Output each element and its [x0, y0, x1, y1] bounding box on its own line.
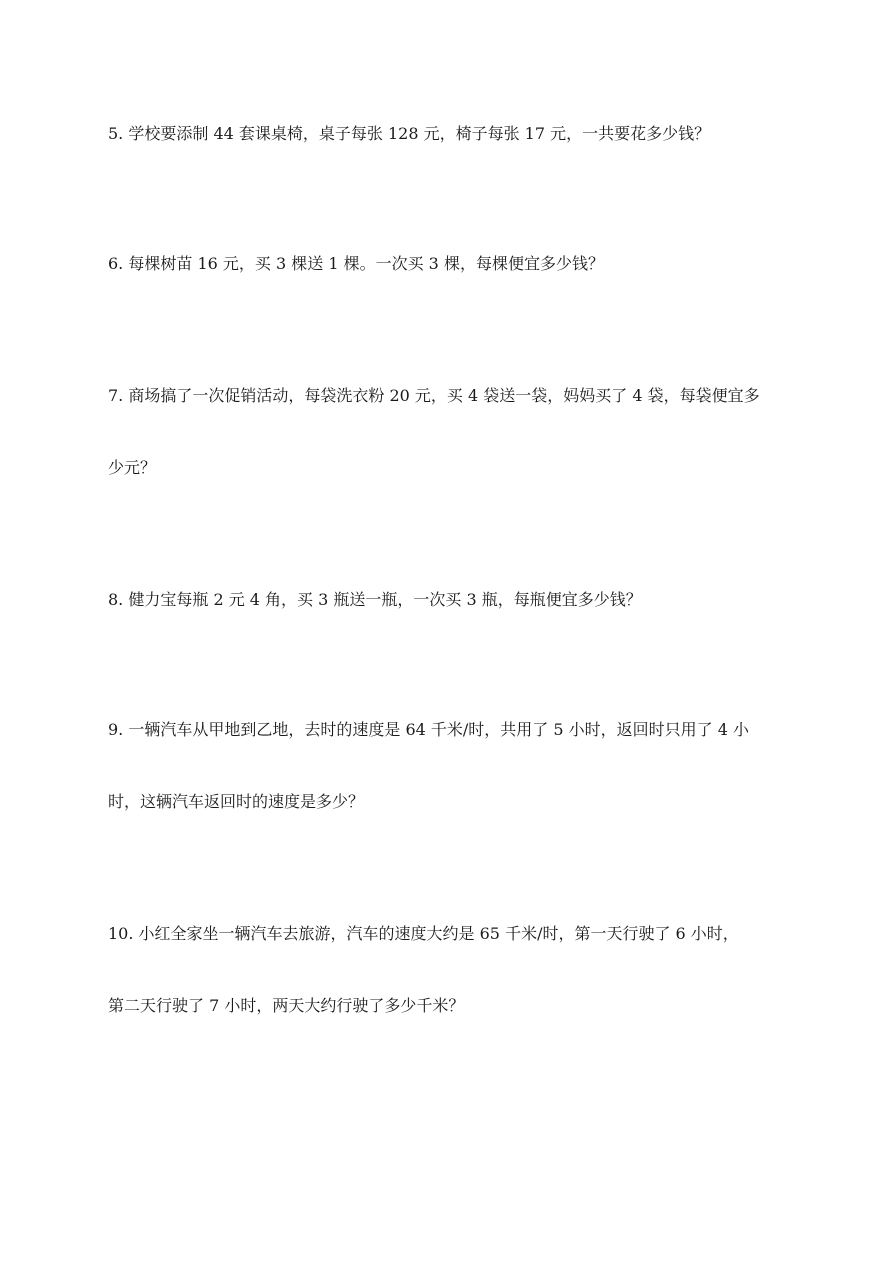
question-10-line-2: 第二天行驶了 7 小时，两天大约行驶了多少千米？	[108, 996, 465, 1015]
question-8-line-1: 8. 健力宝每瓶 2 元 4 角，买 3 瓶送一瓶，一次买 3 瓶，每瓶便宜多少钱？	[108, 590, 642, 609]
question-7-line-1: 7. 商场搞了一次促销活动，每袋洗衣粉 20 元，买 4 袋送一袋，妈妈买了 4 袋，每袋便宜多	[108, 386, 760, 405]
question-9-line-2: 时，这辆汽车返回时的速度是多少？	[108, 792, 365, 811]
question-10-line-1: 10. 小红全家坐一辆汽车去旅游，汽车的速度大约是 65 千米/时，第一天行驶了 6 小时，	[108, 924, 739, 943]
question-6-line-1: 6. 每棵树苗 16 元，买 3 棵送 1 棵。一次买 3 棵，每棵便宜多少钱？	[108, 254, 604, 273]
question-7-line-2: 少元？	[108, 458, 157, 477]
question-5-line-1: 5. 学校要添制 44 套课桌椅，桌子每张 128 元，椅子每张 17 元，一共要花多少钱？	[108, 124, 711, 143]
question-9-line-1: 9. 一辆汽车从甲地到乙地，去时的速度是 64 千米/时，共用了 5 小时，返回时只用了 4 小	[108, 720, 749, 739]
